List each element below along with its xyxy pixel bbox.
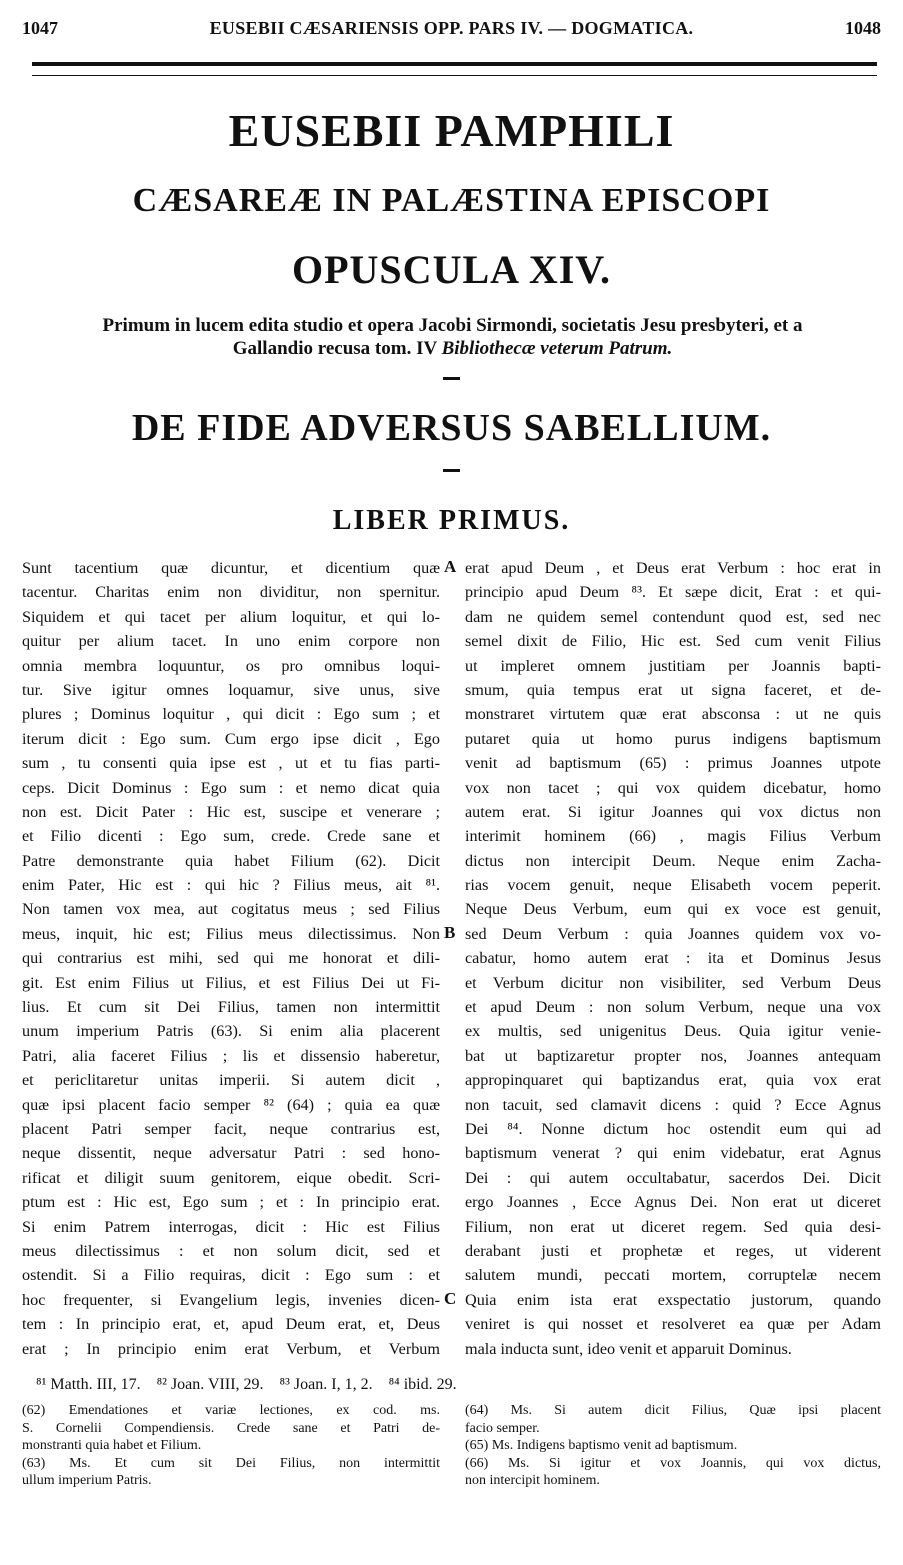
scripture-reference: ⁸¹ Matth. III, 17. [36, 1376, 141, 1393]
text-line: dictus non intercipit Deum. Neque enim Zacha- [465, 851, 881, 870]
scripture-references [36, 1376, 879, 1394]
text-line: quæ ipsi placent facio semper ⁸² (64) ; quia ea quæ [22, 1095, 440, 1114]
header-rule [32, 62, 877, 76]
text-line: Dei ⁸⁴. Nonne dictum hoc ostendit eum qui ad [465, 1119, 881, 1138]
text-line: ut impleret omnem justitiam per Joannis bapti- [465, 656, 881, 675]
text-line: hoc frequenter, si Evangelium legis, invenies dicen- [22, 1290, 440, 1309]
body-column-left [22, 556, 440, 1361]
text-line: non est. Dicit Pater : Hic est, suscipe et venerare ; [22, 802, 440, 821]
footnote-line: S. Cornelii Compendiensis. Crede sane et Patri de- [22, 1420, 440, 1436]
footnote-line: (66) Ms. Si igitur et vox Joannis, qui vox dictus, [465, 1455, 881, 1471]
text-line: vox non tacet ; qui vox quidem dicebatur, homo [465, 778, 881, 797]
text-line: semel dixit de Filio, Hic est. Sed cum venit Filius [465, 632, 881, 651]
text-line: tacentur. Charitas enim non dividitur, non spernitur. [22, 583, 440, 602]
text-line: enim Pater, Hic est : qui hic ? Filius meus, ait ⁸¹. [22, 876, 440, 895]
text-line: cabatur, homo autem erat : ita et Dominus Jesus [465, 949, 881, 968]
text-line: Filium, non erat ut diceret regem. Sed quia desi- [465, 1217, 881, 1236]
text-line: tem : In principio erat, et, apud Deum erat, et, Deus [22, 1315, 440, 1334]
footnotes-left [22, 1402, 440, 1490]
separator-dash [443, 377, 460, 380]
text-line: bat ut baptizaretur propter nos, Joannes antequam [465, 1046, 881, 1065]
text-line: meus, inquit, hic est; Filius meus dilectissimus. Non [22, 924, 440, 943]
text-line: Dei : qui autem occultabatur, sacerdos Dei. Dicit [465, 1168, 881, 1187]
margin-letter-a: A [444, 557, 457, 576]
text-line: ptum est : Hic est, Ego sum ; et : In principio erat. [22, 1193, 440, 1212]
edition-note-roman: Gallandio recusa tom. IV [232, 338, 437, 359]
text-line: venit ad baptismum (65) : primus Joannes utpote [465, 754, 881, 773]
book-title: LIBER PRIMUS. [332, 505, 571, 536]
text-line: quitur per alium tacet. In uno enim corpore non [22, 632, 440, 651]
edition-note-italic: Bibliothecæ veterum Patrum. [441, 338, 673, 359]
edition-note-line-2 [32, 337, 873, 360]
text-line: Si enim Patrem interrogas, dicit : Hic est Filius [22, 1217, 440, 1236]
text-line: qui contrarius est mihi, sed qui me honorat et dili- [22, 949, 440, 968]
text-line: et periclitaretur unitas imperii. Si autem dicit , [22, 1071, 440, 1090]
text-line: tur. Sive igitur omnes loquamur, sive unus, sive [22, 680, 440, 699]
footnote-line: (64) Ms. Si autem dicit Filius, Quæ ipsi placent [465, 1403, 881, 1418]
text-line: ostendit. Si a Filio requiras, dicit : Ego sum : et [22, 1266, 440, 1285]
text-line: veniret is qui nosset et resolveret ea quæ per Adam [465, 1315, 881, 1334]
footnote-line: ullum imperium Patris. [22, 1473, 152, 1488]
collection-title: OPUSCULA XIV. [292, 247, 611, 292]
text-line: salutem mundi, peccati mortem, corruptelæ necem [465, 1266, 881, 1285]
text-line: meus dilectissimus : et non solum dicit, sed et [22, 1241, 440, 1260]
text-line: git. Est enim Filius ut Filius, et est Filius Dei ut Fi- [22, 973, 440, 992]
text-line: smum, quia tempus erat ut signa faceret, et de- [465, 680, 881, 699]
text-line: ceps. Dicit Dominus : Ego sum : et nemo dicat quia [22, 778, 440, 797]
footnote-line: (63) Ms. Et cum sit Dei Filius, non intermittit [22, 1455, 440, 1471]
text-line: iterum dicit : Ego sum. Cum ergo ipse dicit , Ego [22, 729, 440, 748]
text-line: putaret quia ut homo purus indigens baptismum [465, 729, 881, 748]
page-number-left: 1047 [22, 18, 58, 38]
text-line: rias vocem genuit, neque Elisabeth vocem peperit. [465, 876, 881, 895]
text-line: Neque Deus Verbum, eum qui ex voce est genuit, [465, 900, 881, 919]
text-line: omnia membra loquuntur, os pro omnibus loqui- [22, 656, 440, 675]
text-line: baptismum venerat ? qui enim videbatur, erat Agnus [465, 1144, 881, 1163]
running-head [22, 18, 881, 46]
footnote-line: non intercipit hominem. [465, 1473, 600, 1488]
text-line: principio apud Deum ⁸³. Et sæpe dicit, Erat : et qui- [465, 583, 881, 602]
text-line: plures ; Dominus loquitur , qui dicit : Ego sum ; et [22, 705, 440, 724]
text-line: ergo Joannes , Ecce Agnus Dei. Non erat ut diceret [465, 1193, 881, 1212]
text-line: erat apud Deum , et Deus erat Verbum : hoc erat in [465, 559, 881, 577]
text-line: unum imperium Patris (63). Si enim alia placerent [22, 1022, 440, 1041]
scripture-reference: ⁸⁴ ibid. 29. [388, 1376, 457, 1393]
text-line: autem erat. Si igitur Joannes qui vox dictus non [465, 802, 881, 821]
text-line: Siquidem et qui tacet per alium loquitur, et qui lo- [22, 607, 440, 626]
text-line: rificat et diligit suum genitorem, eique obedit. Scri- [22, 1168, 440, 1187]
text-line: sum , tu consenti quia ipse est , ut et tu fias parti- [22, 754, 440, 773]
footnote-line: monstranti quia habet et Filium. [22, 1438, 202, 1453]
edition-note [32, 314, 873, 360]
text-line: et Filio dicenti : Ego sum, crede. Crede sane et [22, 827, 440, 846]
text-line: placent Patri semper facit, neque contrarius est, [22, 1119, 440, 1138]
text-line: non tacuit, sed clamavit dicens : quid ? Ecce Agnus [465, 1095, 881, 1114]
footnotes-right [465, 1402, 881, 1490]
scripture-reference: ⁸² Joan. VIII, 29. [156, 1376, 264, 1393]
text-line: appropinquaret qui baptizandus erat, quia vox erat [465, 1071, 881, 1090]
text-line: mala inducta sunt, ideo venit et apparuit Dominus. [465, 1339, 792, 1358]
text-line: sed Deum Verbum : quia Joannes quidem vox vo- [465, 924, 881, 943]
text-line: Patre demonstrante quia habet Filium (62). Dicit [22, 851, 440, 870]
footnote-line: facio semper. [465, 1420, 540, 1436]
footnote-line: (62) Emendationes et variæ lectiones, ex cod. ms. [22, 1403, 440, 1418]
text-line: Non tamen vox mea, aut cogitatus meus ; sed Filius [22, 900, 440, 919]
text-line: dam ne quidem semel contendunt quod est, sed nec [465, 607, 881, 626]
text-line: ex multis, sed unigenitus Deus. Quia igitur venie- [465, 1022, 881, 1041]
text-line: interimit hominem (66) , magis Filius Verbum [465, 827, 881, 846]
text-line: et Verbum dicitur non visibiliter, sed Verbum Deus [465, 973, 881, 992]
page-number-right: 1048 [845, 18, 881, 38]
text-line: derabant justi et prophetæ et reges, ut viderent [465, 1241, 881, 1260]
margin-letter-c: C [444, 1289, 457, 1308]
text-line: et apud Deum : non solum Verbum, neque una vox [465, 998, 881, 1017]
text-line: Patri, alia faceret Filius ; lis et dissensio haberetur, [22, 1046, 440, 1065]
running-title: EUSEBII CÆSARIENSIS OPP. PARS IV. — DOGMATICA. [209, 18, 694, 38]
text-line: lius. Et cum sit Dei Filius, tamen non intermittit [22, 998, 440, 1017]
text-line: Sunt tacentium quæ dicuntur, et dicentium quæ [22, 559, 440, 577]
text-line: Quia enim ista erat exspectatio justorum, quando [465, 1290, 881, 1309]
author-subtitle: CÆSAREÆ IN PALÆSTINA EPISCOPI [132, 182, 771, 219]
text-line: neque dissentit, neque adversatur Patri : sed hono- [22, 1144, 440, 1163]
text-line: erat ; In principio enim erat Verbum, et Verbum [22, 1339, 440, 1358]
edition-note-line-1: Primum in lucem edita studio et opera Jacobi Sirmondi, societatis Jesu presbyteri, et a [102, 315, 803, 336]
footnote-line: (65) Ms. Indigens baptismo venit ad baptismum. [465, 1438, 738, 1453]
scripture-reference: ⁸³ Joan. I, 1, 2. [279, 1376, 373, 1393]
separator-dash [443, 469, 460, 472]
body-column-right [465, 556, 881, 1361]
author-title: EUSEBII PAMPHILI [228, 105, 675, 156]
text-line: monstraret virtutem quæ erat absconsa : ut ne quis [465, 705, 881, 724]
work-title: DE FIDE ADVERSUS SABELLIUM. [131, 407, 772, 449]
margin-letter-b: B [444, 923, 456, 942]
